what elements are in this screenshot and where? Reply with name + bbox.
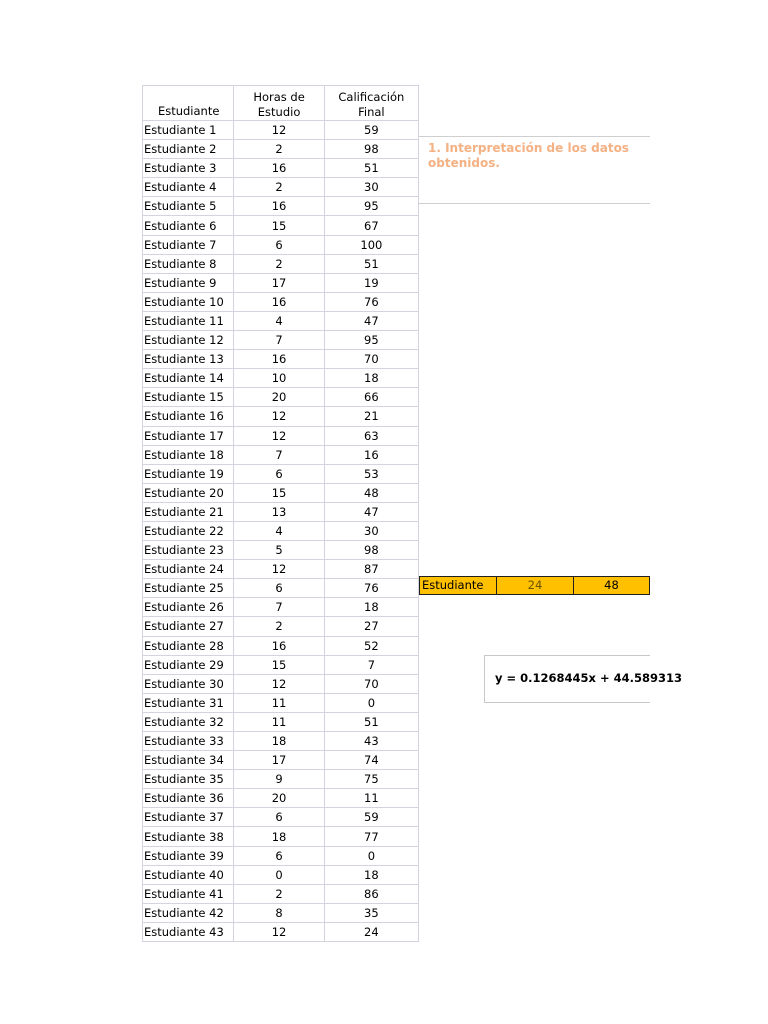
cell-calificacion[interactable]: 30 bbox=[324, 178, 418, 197]
cell-calificacion[interactable]: 24 bbox=[324, 922, 418, 941]
cell-estudiante[interactable]: Estudiante 35 bbox=[143, 770, 234, 789]
cell-estudiante[interactable]: Estudiante 18 bbox=[143, 445, 234, 464]
cell-estudiante[interactable]: Estudiante 25 bbox=[143, 579, 234, 598]
cell-calificacion[interactable]: 51 bbox=[324, 159, 418, 178]
regression-equation: y = 0.1268445x + 44.589313 bbox=[495, 671, 682, 685]
cell-calificacion[interactable]: 47 bbox=[324, 311, 418, 330]
cell-horas[interactable]: 16 bbox=[234, 350, 324, 369]
cell-estudiante[interactable]: Estudiante 6 bbox=[143, 216, 234, 235]
table-row bbox=[143, 273, 419, 292]
cell-estudiante[interactable]: Estudiante 7 bbox=[143, 235, 234, 254]
table-row bbox=[143, 388, 419, 407]
table-row bbox=[143, 808, 419, 827]
table-row bbox=[143, 598, 419, 617]
cell-estudiante[interactable]: Estudiante 13 bbox=[143, 350, 234, 369]
table-row bbox=[143, 235, 419, 254]
table-row bbox=[143, 712, 419, 731]
table-row bbox=[143, 254, 419, 273]
cell-calificacion[interactable]: 18 bbox=[324, 598, 418, 617]
cell-horas[interactable]: 4 bbox=[234, 311, 324, 330]
table-row bbox=[143, 865, 419, 884]
cell-horas[interactable]: 6 bbox=[234, 846, 324, 865]
cell-horas[interactable]: 15 bbox=[234, 216, 324, 235]
cell-calificacion[interactable]: 59 bbox=[324, 121, 418, 140]
table-row bbox=[143, 846, 419, 865]
highlight-value-1[interactable]: 24 bbox=[497, 577, 574, 594]
cell-calificacion[interactable]: 86 bbox=[324, 884, 418, 903]
cell-horas[interactable]: 6 bbox=[234, 808, 324, 827]
table-row bbox=[143, 350, 419, 369]
cell-calificacion[interactable]: 95 bbox=[324, 197, 418, 216]
cell-horas[interactable]: 20 bbox=[234, 388, 324, 407]
table-row bbox=[143, 216, 419, 235]
header-estudiante: Estudiante bbox=[143, 86, 234, 121]
cell-estudiante[interactable]: Estudiante 28 bbox=[143, 636, 234, 655]
cell-calificacion[interactable]: 75 bbox=[324, 770, 418, 789]
cell-calificacion[interactable]: 77 bbox=[324, 827, 418, 846]
cell-calificacion[interactable]: 48 bbox=[324, 483, 418, 502]
cell-horas[interactable]: 8 bbox=[234, 903, 324, 922]
cell-calificacion[interactable]: 51 bbox=[324, 254, 418, 273]
table-row bbox=[143, 560, 419, 579]
cell-calificacion[interactable]: 98 bbox=[324, 140, 418, 159]
cell-calificacion[interactable]: 67 bbox=[324, 216, 418, 235]
cell-calificacion[interactable]: 11 bbox=[324, 789, 418, 808]
cell-estudiante[interactable]: Estudiante 42 bbox=[143, 903, 234, 922]
table-row bbox=[143, 922, 419, 941]
table-row bbox=[143, 636, 419, 655]
cell-estudiante[interactable]: Estudiante 40 bbox=[143, 865, 234, 884]
cell-calificacion[interactable]: 16 bbox=[324, 445, 418, 464]
cell-estudiante[interactable]: Estudiante 2 bbox=[143, 140, 234, 159]
cell-estudiante[interactable]: Estudiante 43 bbox=[143, 922, 234, 941]
table-row bbox=[143, 464, 419, 483]
cell-estudiante[interactable]: Estudiante 15 bbox=[143, 388, 234, 407]
cell-horas[interactable]: 12 bbox=[234, 922, 324, 941]
cell-estudiante[interactable]: Estudiante 14 bbox=[143, 369, 234, 388]
cell-estudiante[interactable]: Estudiante 17 bbox=[143, 426, 234, 445]
cell-calificacion[interactable]: 47 bbox=[324, 502, 418, 521]
cell-horas[interactable]: 17 bbox=[234, 751, 324, 770]
cell-horas[interactable]: 12 bbox=[234, 426, 324, 445]
cell-horas[interactable]: 12 bbox=[234, 674, 324, 693]
cell-horas[interactable]: 2 bbox=[234, 884, 324, 903]
table-row bbox=[143, 140, 419, 159]
cell-estudiante[interactable]: Estudiante 16 bbox=[143, 407, 234, 426]
cell-calificacion[interactable]: 74 bbox=[324, 751, 418, 770]
cell-calificacion[interactable]: 0 bbox=[324, 693, 418, 712]
cell-estudiante[interactable]: Estudiante 3 bbox=[143, 159, 234, 178]
cell-horas[interactable]: 16 bbox=[234, 197, 324, 216]
cell-calificacion[interactable]: 30 bbox=[324, 521, 418, 540]
table-row bbox=[143, 770, 419, 789]
header-calificacion-final: Calificación Final bbox=[324, 86, 418, 121]
table-row bbox=[143, 369, 419, 388]
cell-horas[interactable]: 2 bbox=[234, 617, 324, 636]
cell-estudiante[interactable]: Estudiante 21 bbox=[143, 502, 234, 521]
table-row bbox=[143, 311, 419, 330]
cell-estudiante[interactable]: Estudiante 30 bbox=[143, 674, 234, 693]
table-row bbox=[143, 178, 419, 197]
cell-horas[interactable]: 12 bbox=[234, 560, 324, 579]
cell-calificacion[interactable]: 7 bbox=[324, 655, 418, 674]
table-row bbox=[143, 884, 419, 903]
cell-estudiante[interactable]: Estudiante 29 bbox=[143, 655, 234, 674]
cell-calificacion[interactable]: 18 bbox=[324, 865, 418, 884]
table-row bbox=[143, 407, 419, 426]
cell-calificacion[interactable]: 70 bbox=[324, 674, 418, 693]
table-row bbox=[143, 655, 419, 674]
cell-estudiante[interactable]: Estudiante 37 bbox=[143, 808, 234, 827]
table-row bbox=[143, 541, 419, 560]
cell-calificacion[interactable]: 51 bbox=[324, 712, 418, 731]
cell-horas[interactable]: 18 bbox=[234, 732, 324, 751]
cell-horas[interactable]: 20 bbox=[234, 789, 324, 808]
cell-horas[interactable]: 16 bbox=[234, 636, 324, 655]
cell-estudiante[interactable]: Estudiante 33 bbox=[143, 732, 234, 751]
cell-calificacion[interactable]: 95 bbox=[324, 331, 418, 350]
cell-horas[interactable]: 16 bbox=[234, 292, 324, 311]
cell-estudiante[interactable]: Estudiante 8 bbox=[143, 254, 234, 273]
cell-horas[interactable]: 15 bbox=[234, 655, 324, 674]
cell-horas[interactable]: 7 bbox=[234, 598, 324, 617]
cell-calificacion[interactable]: 52 bbox=[324, 636, 418, 655]
cell-calificacion[interactable]: 63 bbox=[324, 426, 418, 445]
cell-estudiante[interactable]: Estudiante 4 bbox=[143, 178, 234, 197]
cell-estudiante[interactable]: Estudiante 38 bbox=[143, 827, 234, 846]
cell-horas[interactable]: 18 bbox=[234, 827, 324, 846]
cell-calificacion[interactable]: 19 bbox=[324, 273, 418, 292]
cell-estudiante[interactable]: Estudiante 23 bbox=[143, 541, 234, 560]
table-row bbox=[143, 159, 419, 178]
cell-calificacion[interactable]: 70 bbox=[324, 350, 418, 369]
highlight-value-2[interactable]: 48 bbox=[574, 577, 649, 594]
cell-calificacion[interactable]: 21 bbox=[324, 407, 418, 426]
table-row bbox=[143, 789, 419, 808]
cell-horas[interactable]: 13 bbox=[234, 502, 324, 521]
table-row bbox=[143, 197, 419, 216]
cell-calificacion[interactable]: 59 bbox=[324, 808, 418, 827]
cell-estudiante[interactable]: Estudiante 39 bbox=[143, 846, 234, 865]
cell-calificacion[interactable]: 100 bbox=[324, 235, 418, 254]
cell-horas[interactable]: 0 bbox=[234, 865, 324, 884]
table-row bbox=[143, 617, 419, 636]
cell-estudiante[interactable]: Estudiante 10 bbox=[143, 292, 234, 311]
cell-horas[interactable]: 2 bbox=[234, 254, 324, 273]
highlight-label[interactable]: Estudiante bbox=[420, 577, 497, 594]
cell-calificacion[interactable]: 18 bbox=[324, 369, 418, 388]
highlighted-row bbox=[419, 576, 650, 595]
cell-calificacion[interactable]: 76 bbox=[324, 579, 418, 598]
table-row bbox=[143, 674, 419, 693]
cell-horas[interactable]: 11 bbox=[234, 693, 324, 712]
cell-calificacion[interactable]: 87 bbox=[324, 560, 418, 579]
cell-calificacion[interactable]: 98 bbox=[324, 541, 418, 560]
cell-horas[interactable]: 12 bbox=[234, 121, 324, 140]
table-row bbox=[143, 292, 419, 311]
table-body bbox=[143, 121, 419, 942]
table-row bbox=[143, 445, 419, 464]
cell-horas[interactable]: 15 bbox=[234, 483, 324, 502]
cell-estudiante[interactable]: Estudiante 26 bbox=[143, 598, 234, 617]
cell-estudiante[interactable]: Estudiante 5 bbox=[143, 197, 234, 216]
cell-horas[interactable]: 2 bbox=[234, 140, 324, 159]
table-row bbox=[143, 502, 419, 521]
cell-estudiante[interactable]: Estudiante 32 bbox=[143, 712, 234, 731]
cell-calificacion[interactable]: 76 bbox=[324, 292, 418, 311]
table-row bbox=[143, 121, 419, 140]
table-header-row bbox=[143, 86, 419, 121]
cell-estudiante[interactable]: Estudiante 9 bbox=[143, 273, 234, 292]
cell-horas[interactable]: 7 bbox=[234, 445, 324, 464]
table-row bbox=[143, 579, 419, 598]
regression-equation-box[interactable] bbox=[484, 655, 682, 703]
cell-horas[interactable]: 12 bbox=[234, 407, 324, 426]
cell-estudiante[interactable]: Estudiante 41 bbox=[143, 884, 234, 903]
cell-calificacion[interactable]: 66 bbox=[324, 388, 418, 407]
table-row bbox=[143, 827, 419, 846]
cell-estudiante[interactable]: Estudiante 11 bbox=[143, 311, 234, 330]
student-data-table bbox=[142, 85, 419, 942]
cell-horas[interactable]: 17 bbox=[234, 273, 324, 292]
header-horas-estudio: Horas de Estudio bbox=[234, 86, 324, 121]
cell-horas[interactable]: 10 bbox=[234, 369, 324, 388]
interpretation-heading: 1. Interpretación de los datos obtenidos. bbox=[428, 141, 629, 170]
cell-estudiante[interactable]: Estudiante 31 bbox=[143, 693, 234, 712]
table-row bbox=[143, 331, 419, 350]
table-row bbox=[143, 693, 419, 712]
cell-horas[interactable]: 4 bbox=[234, 521, 324, 540]
cell-horas[interactable]: 11 bbox=[234, 712, 324, 731]
cell-estudiante[interactable]: Estudiante 36 bbox=[143, 789, 234, 808]
table-row bbox=[143, 751, 419, 770]
cell-calificacion[interactable]: 0 bbox=[324, 846, 418, 865]
table-row bbox=[143, 426, 419, 445]
cell-calificacion[interactable]: 43 bbox=[324, 732, 418, 751]
cell-estudiante[interactable]: Estudiante 34 bbox=[143, 751, 234, 770]
cell-horas[interactable]: 16 bbox=[234, 159, 324, 178]
cell-horas[interactable]: 5 bbox=[234, 541, 324, 560]
table-row bbox=[143, 732, 419, 751]
cell-estudiante[interactable]: Estudiante 27 bbox=[143, 617, 234, 636]
cell-estudiante[interactable]: Estudiante 24 bbox=[143, 560, 234, 579]
cell-estudiante[interactable]: Estudiante 19 bbox=[143, 464, 234, 483]
cell-horas[interactable]: 9 bbox=[234, 770, 324, 789]
cell-horas[interactable]: 2 bbox=[234, 178, 324, 197]
cell-estudiante[interactable]: Estudiante 22 bbox=[143, 521, 234, 540]
interpretation-section bbox=[419, 136, 650, 204]
cell-horas[interactable]: 6 bbox=[234, 579, 324, 598]
table-row bbox=[143, 521, 419, 540]
cell-estudiante[interactable]: Estudiante 1 bbox=[143, 121, 234, 140]
cell-horas[interactable]: 6 bbox=[234, 235, 324, 254]
cell-calificacion[interactable]: 35 bbox=[324, 903, 418, 922]
cell-estudiante[interactable]: Estudiante 20 bbox=[143, 483, 234, 502]
cell-calificacion[interactable]: 53 bbox=[324, 464, 418, 483]
cell-estudiante[interactable]: Estudiante 12 bbox=[143, 331, 234, 350]
cell-horas[interactable]: 6 bbox=[234, 464, 324, 483]
table-row bbox=[143, 903, 419, 922]
table-row bbox=[143, 483, 419, 502]
cell-horas[interactable]: 7 bbox=[234, 331, 324, 350]
cell-calificacion[interactable]: 27 bbox=[324, 617, 418, 636]
